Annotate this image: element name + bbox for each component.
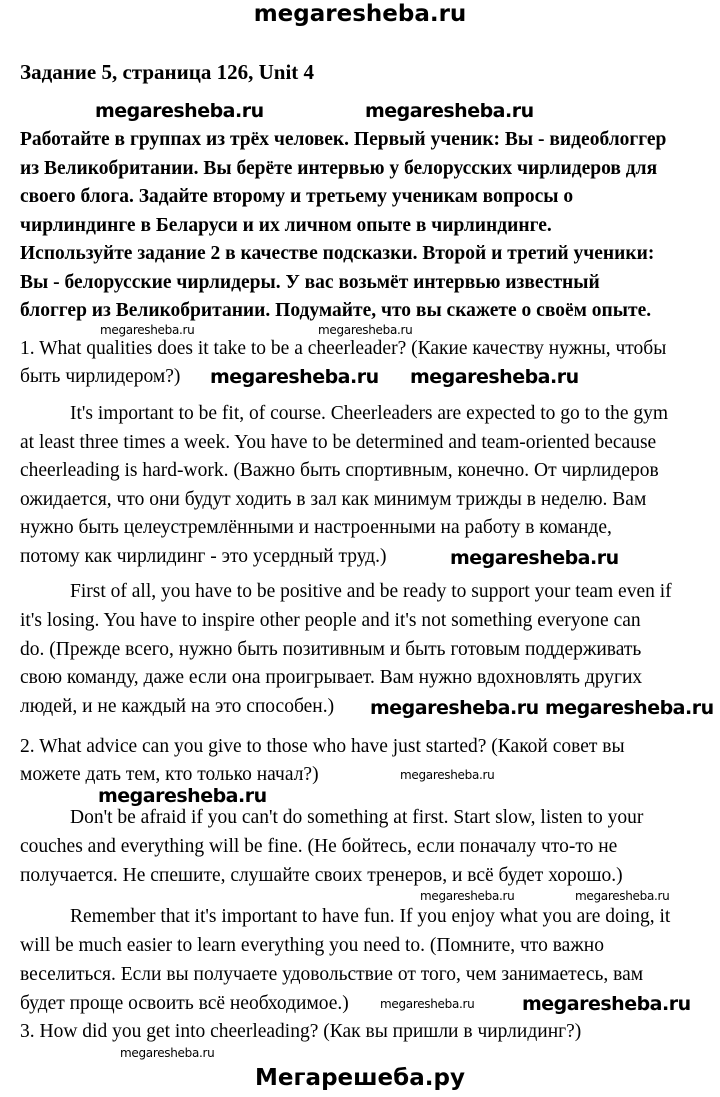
watermark: megaresheba.ru <box>100 323 195 337</box>
watermark: megaresheba.ru <box>318 323 413 337</box>
answer-line: ожидается, что они будут ходить в зал как минимум трижды в неделю. Вам <box>20 489 647 510</box>
task-line: Используйте задание 2 в качестве подсказки. Второй и третий ученики: <box>20 243 655 264</box>
watermark: megaresheba.ru <box>380 997 475 1011</box>
answer-line: It's important to be fit, of course. Cheerleaders are expected to go to the gym <box>70 403 669 424</box>
task-line: из Великобритании. Вы берёте интервью у белорусских чирлидеров для <box>20 158 658 179</box>
answer-line: получается. Не спешите, слушайте своих тренеров, и всё будет хорошо.) <box>20 865 623 886</box>
answer-line: будет проще освоить всё необходимое.) <box>20 993 349 1014</box>
answer-line: do. (Прежде всего, нужно быть позитивным и быть готовым поддерживать <box>20 639 642 660</box>
watermark: megaresheba.ru <box>410 366 579 388</box>
task-line: блоггер из Великобритании. Подумайте, что вы скажете о своём опыте. <box>20 300 652 321</box>
question-3: 3. How did you get into cheerleading? (Как вы пришли в чирлидинг?) <box>20 1021 582 1042</box>
watermark: megaresheba.ru <box>365 100 534 122</box>
watermark: megaresheba.ru <box>450 547 619 569</box>
answer-line: couches and everything will be fine. (Не бойтесь, если поначалу что-то не <box>20 836 618 857</box>
question-2: 2. What advice can you give to those who have just started? (Какой совет вы <box>20 736 625 757</box>
answer-line: First of all, you have to be positive and be ready to support your team even if <box>70 581 672 602</box>
question-1: быть чирлидером?) <box>20 366 181 387</box>
watermark: megaresheba.ru <box>210 366 379 388</box>
watermark: megaresheba.ru <box>545 697 714 719</box>
watermark: megaresheba.ru <box>575 889 670 903</box>
watermark: megaresheba.ru <box>522 993 691 1015</box>
question-2: можете дать тем, кто только начал?) <box>20 764 319 785</box>
site-header: megaresheba.ru <box>253 1 467 27</box>
watermark: megaresheba.ru <box>95 100 264 122</box>
site-footer: Мегарешеба.ру <box>255 1065 465 1091</box>
task-line: чирлиндинге в Беларуси и их личном опыте в чирлиндинге. <box>20 215 552 236</box>
watermark: megaresheba.ru <box>120 1046 215 1060</box>
answer-line: at least three times a week. You have to be determined and team-oriented because <box>20 432 657 453</box>
answer-line: потому как чирлидинг - это усердный труд.) <box>20 546 387 567</box>
answer-line: Don't be afraid if you can't do something at first. Start slow, listen to your <box>70 807 644 828</box>
watermark: megaresheba.ru <box>98 785 267 807</box>
answer-line: cheerleading is hard-work. (Важно быть спортивным, конечно. От чирлидеров <box>20 460 659 481</box>
watermark: megaresheba.ru <box>370 697 539 719</box>
task-line: Вы - белорусские чирлидеры. У вас возьмёт интервью известный <box>20 272 600 293</box>
answer-line: веселиться. Если вы получаете удовольствие от того, чем занимаетесь, вам <box>20 964 644 985</box>
answer-line: людей, и не каждый на это способен.) <box>20 696 335 717</box>
watermark: megaresheba.ru <box>420 889 515 903</box>
task-line: Работайте в группах из трёх человек. Первый ученик: Вы - видеоблоггер <box>20 129 667 150</box>
answer-line: свою команду, даже если она проигрывает. Вам нужно вдохновлять других <box>20 667 643 688</box>
answer-line: Remember that it's important to have fun. If you enjoy what you are doing, it <box>70 906 671 927</box>
answer-line: нужно быть целеустремлёнными и настроенными на работу в команде, <box>20 517 612 538</box>
page-title: Задание 5, страница 126, Unit 4 <box>20 60 315 84</box>
answer-line: will be much easier to learn everything you need to. (Помните, что важно <box>20 935 604 956</box>
task-line: своего блога. Задайте второму и третьему ученикам вопросы о <box>20 186 574 207</box>
watermark: megaresheba.ru <box>400 768 495 782</box>
answer-line: it's losing. You have to inspire other people and it's not something everyone can <box>20 610 641 631</box>
question-1: 1. What qualities does it take to be a cheerleader? (Какие качеству нужны, чтобы <box>20 338 667 359</box>
